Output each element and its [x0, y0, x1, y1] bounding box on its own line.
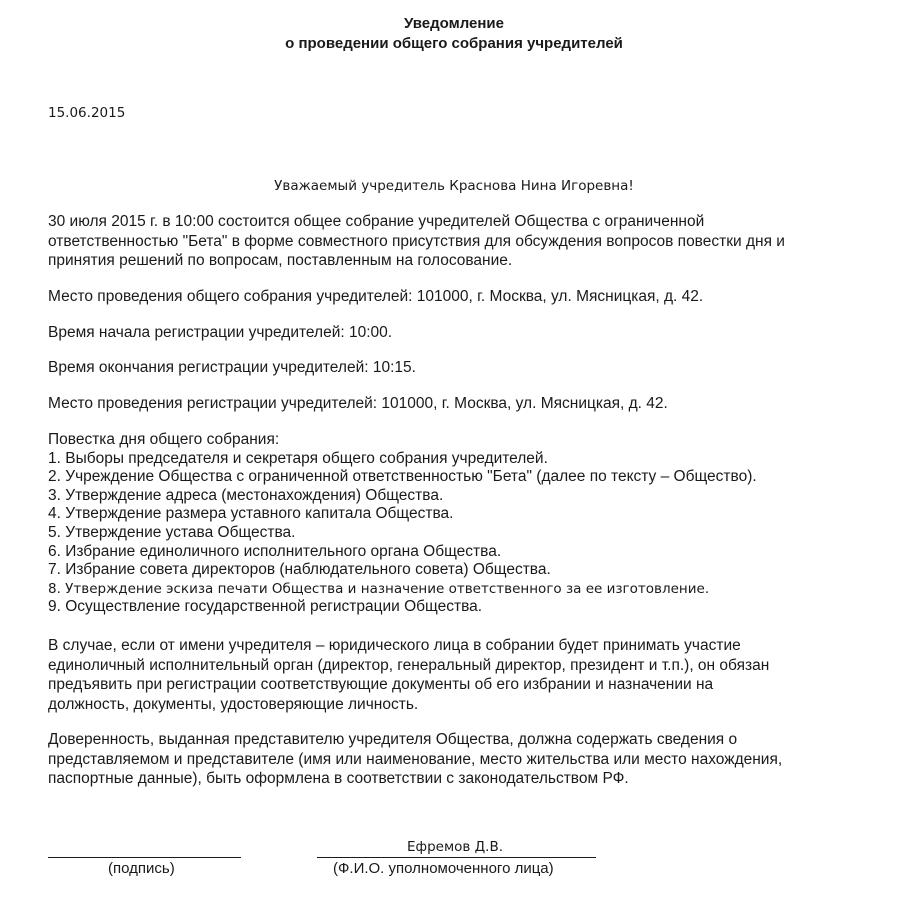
- document-date: 15.06.2015: [48, 105, 126, 121]
- registration-place: Место проведения регистрации учредителей: 101000, г. Москва, ул. Мясницкая, д. 42.: [48, 395, 668, 412]
- proxy-line: Доверенность, выданная представителю учредителя Общества, должна содержать сведения о: [48, 731, 738, 748]
- document-title: Уведомление: [403, 15, 504, 32]
- agenda-item: 1. Выборы председателя и секретаря общего собрания учредителей.: [48, 449, 548, 467]
- registration-end: Время окончания регистрации учредителей: 10:15.: [48, 359, 416, 376]
- greeting: Уважаемый учредитель Краснова Нина Игоревна!: [274, 178, 634, 194]
- name-caption: (Ф.И.О. уполномоченного лица): [333, 860, 554, 877]
- agenda-item: 9. Осуществление государственной регистрации Общества.: [48, 598, 483, 616]
- agenda-item: 5. Утверждение устава Общества.: [48, 523, 296, 541]
- agenda-item: 3. Утверждение адреса (местонахождения) Общества.: [48, 486, 444, 504]
- intro-line: ответственностью "Бета" в форме совместного присутствия для обсуждения вопросов повестки дня и: [48, 232, 785, 250]
- agenda-item: 2. Учреждение Общества с ограниченной ответственностью "Бета" (далее по тексту – Общество).: [48, 468, 757, 486]
- agenda-item: 4. Утверждение размера уставного капитала Общества.: [48, 505, 454, 523]
- legal-entity-paragraph: [48, 636, 868, 714]
- registration-start: Время начала регистрации учредителей: 10:00.: [48, 324, 393, 341]
- intro-line: принятия решений по вопросам, поставленным на голосование.: [48, 252, 513, 269]
- document-subtitle: о проведении общего собрания учредителей: [285, 35, 623, 52]
- agenda-item: 7. Избрание совета директоров (наблюдательного совета) Общества.: [48, 561, 551, 579]
- intro-paragraph: [48, 212, 868, 271]
- proxy-paragraph: [48, 730, 868, 789]
- intro-line: 30 июля 2015 г. в 10:00 состоится общее собрание учредителей Общества с ограниченной: [48, 213, 705, 230]
- agenda-item: 6. Избрание единоличного исполнительного органа Общества.: [48, 542, 502, 560]
- agenda-title: Повестка дня общего собрания:: [48, 431, 280, 448]
- signature-caption: (подпись): [108, 860, 175, 877]
- legal-line: В случае, если от имени учредителя – юридического лица в собрании будет принимать участие: [48, 637, 741, 654]
- legal-line: предъявить при регистрации соответствующие документы об его избрании и назначении на: [48, 676, 714, 693]
- proxy-line: паспортные данные), быть оформлена в соответствии с законодательством РФ.: [48, 770, 629, 787]
- agenda-item: 8. Утверждение эскиза печати Общества и назначение ответственного за ее изготовление.: [48, 580, 710, 597]
- agenda-list: [48, 431, 868, 617]
- meeting-place: Место проведения общего собрания учредителей: 101000, г. Москва, ул. Мясницкая, д. 42.: [48, 288, 704, 305]
- signature-line: [48, 857, 241, 858]
- proxy-line: представляемом и представителе (имя или наименование, место жительства или место нахождения,: [48, 750, 783, 768]
- legal-line: должность, документы, удостоверяющие личность.: [48, 695, 419, 713]
- signer-name: Ефремов Д.В.: [407, 839, 504, 855]
- name-line: [317, 857, 596, 858]
- legal-line: единоличный исполнительный орган (директор, генеральный директор, президент и т.п.), он обязан: [48, 656, 770, 674]
